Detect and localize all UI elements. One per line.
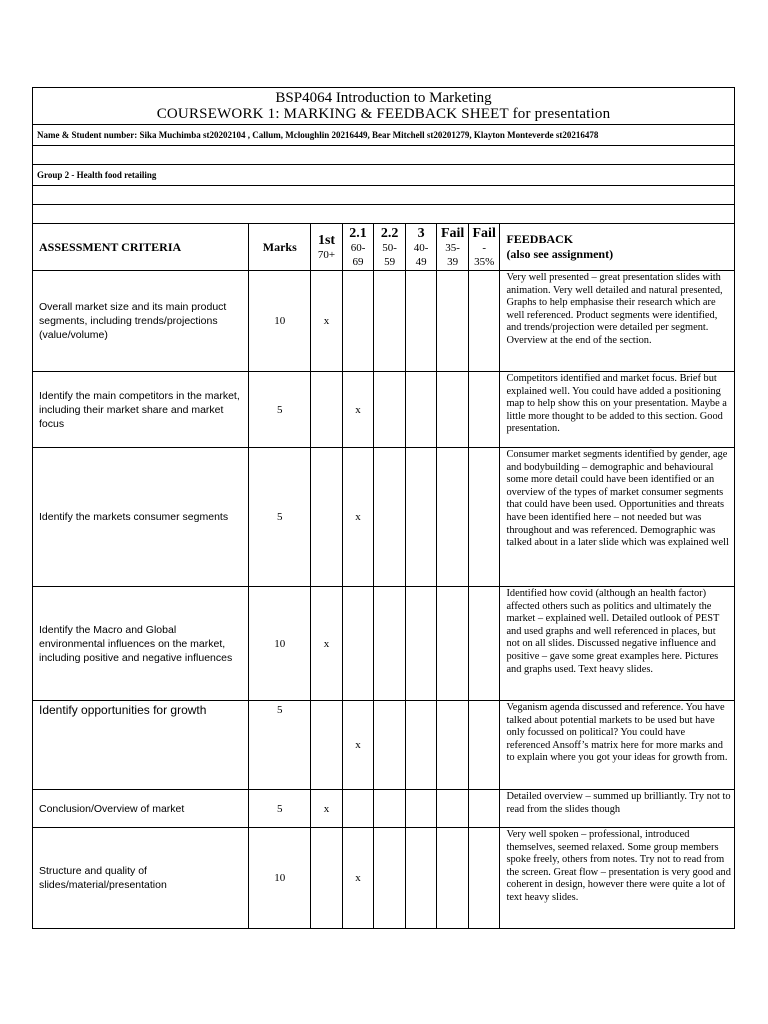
grade-cell-3 — [405, 448, 437, 587]
grade-cell-2-1: x — [342, 828, 374, 929]
table-row — [33, 372, 735, 448]
column-header-row — [33, 224, 735, 271]
feedback-cell: Consumer market segments identified by gender, age and bodybuilding – demographic and behavioural some more detail could have been identified or an overview of the types of market consumer segments that could have been used. Opportunities and threats have been identified here – not needed but was throughout and was referenced. Demographic was talked about in a later slide which was explained well — [500, 448, 735, 587]
grade-cell-2-1: x — [342, 701, 374, 790]
feedback-note: (also see assignment) — [506, 247, 614, 261]
grade-cell-2-1 — [342, 587, 374, 701]
group-label: Group 2 - Health food retailing — [33, 165, 735, 186]
band-range: 40- 49 — [413, 241, 429, 268]
grade-cell-3 — [405, 271, 437, 372]
grade-cell-3 — [405, 701, 437, 790]
grade-cell-fail — [437, 790, 469, 828]
band-header — [437, 224, 469, 271]
criteria-cell: Identify the main competitors in the market, including their market share and market focus — [33, 372, 249, 448]
grade-cell-1st — [311, 448, 343, 587]
table-row — [33, 790, 735, 828]
band-range: - 35% — [474, 241, 495, 268]
feedback-cell: Very well spoken – professional, introduced themselves, seemed relaxed. Some group members spoke freely, others from notes. Try not to read from the screen. Great flow – presentation is very good and coherent in design, however there were quite a lot of text heavy slides. — [500, 828, 735, 929]
feedback-cell: Competitors identified and market focus. Brief but explained well. You could have added a positioning map to help show this on your presentation. Maybe a little more thought to be added to this section. Good presentation. — [500, 372, 735, 448]
table-row — [33, 271, 735, 372]
table-row — [33, 587, 735, 701]
table-row — [33, 448, 735, 587]
grade-cell-1st — [311, 372, 343, 448]
grade-cell-2-2 — [374, 372, 406, 448]
grade-cell-fail-35 — [468, 828, 500, 929]
grade-cell-2-1 — [342, 790, 374, 828]
blank-row — [33, 146, 735, 165]
sheet-title: COURSEWORK 1: MARKING & FEEDBACK SHEET for presentation — [156, 106, 611, 122]
feedback-title: FEEDBACK — [506, 232, 574, 246]
table-row — [33, 828, 735, 929]
grade-cell-fail-35 — [468, 701, 500, 790]
grade-cell-2-1: x — [342, 448, 374, 587]
band-header — [311, 224, 343, 271]
grade-cell-fail-35 — [468, 790, 500, 828]
grade-cell-2-1: x — [342, 372, 374, 448]
band-label: 3 — [417, 225, 425, 241]
grade-cell-2-2 — [374, 701, 406, 790]
band-range: 60- 69 — [350, 241, 366, 268]
grade-cell-2-2 — [374, 790, 406, 828]
grade-cell-2-2 — [374, 448, 406, 587]
marking-sheet-table — [32, 87, 735, 929]
band-range: 50- 59 — [382, 241, 397, 268]
marks-cell: 10 — [249, 587, 311, 701]
band-range: 35- 39 — [445, 241, 460, 268]
criteria-cell: Identify the markets consumer segments — [33, 448, 249, 587]
criteria-cell: Structure and quality of slides/material/presentation — [33, 828, 249, 929]
grade-cell-fail-35 — [468, 271, 500, 372]
band-header — [374, 224, 406, 271]
grade-cell-1st — [311, 701, 343, 790]
feedback-cell: Identified how covid (although an health factor) affected others such as politics and ultimately the market – explained well. Detailed outlook of PEST and used graphs and well referenced in places, but not on all slides. Discussed negative influence and positive – gave some great examples here. Pictures and graphs used. Text heavy slides. — [500, 587, 735, 701]
marks-header: Marks — [249, 224, 311, 271]
grade-cell-fail — [437, 448, 469, 587]
blank-row — [33, 186, 735, 205]
feedback-cell: Very well presented – great presentation slides with animation. Very well detailed and natural presented, Graphs to help emphasise their research which are well referenced. Product segments were identified, and trends/projection were detailed per segment. Overview at the end of the section. — [500, 271, 735, 372]
blank-row — [33, 205, 735, 224]
band-label: 2.1 — [349, 225, 367, 241]
band-label: Fail — [440, 225, 465, 241]
criteria-text: Identify opportunities for growth — [39, 703, 207, 717]
grade-cell-1st: x — [311, 271, 343, 372]
grade-cell-2-2 — [374, 587, 406, 701]
student-names: Name & Student number: Sika Muchimba st20202104 , Callum, Mcloughlin 20216449, Bear Mitchell st20201279, Klayton Monteverde st20216478 — [33, 125, 735, 146]
grade-cell-1st — [311, 828, 343, 929]
feedback-cell: Veganism agenda discussed and reference. You have talked about potential markets to be used but have only focussed on political? You could have referenced Ansoff’s matrix here for more marks and to explain where you got your ideas for growth from. — [500, 701, 735, 790]
grade-cell-fail-35 — [468, 587, 500, 701]
band-label: 1st — [317, 232, 336, 248]
feedback-header — [500, 224, 735, 271]
marks-cell: 5 — [249, 701, 311, 790]
marks-cell: 10 — [249, 271, 311, 372]
grade-cell-2-2 — [374, 271, 406, 372]
grade-cell-3 — [405, 587, 437, 701]
grade-cell-fail — [437, 701, 469, 790]
criteria-cell: Conclusion/Overview of market — [33, 790, 249, 828]
band-header — [405, 224, 437, 271]
grade-cell-2-2 — [374, 828, 406, 929]
marks-cell: 5 — [249, 372, 311, 448]
grade-cell-3 — [405, 372, 437, 448]
title-block — [33, 88, 735, 125]
marks-cell: 5 — [249, 448, 311, 587]
table-row — [33, 701, 735, 790]
criteria-header: ASSESSMENT CRITERIA — [33, 224, 249, 271]
band-header — [468, 224, 500, 271]
marks-cell: 5 — [249, 790, 311, 828]
band-header — [342, 224, 374, 271]
grade-cell-3 — [405, 790, 437, 828]
grade-cell-fail — [437, 587, 469, 701]
criteria-cell — [33, 701, 249, 790]
marks-cell: 10 — [249, 828, 311, 929]
grade-cell-fail-35 — [468, 372, 500, 448]
grade-cell-fail — [437, 828, 469, 929]
grade-cell-fail-35 — [468, 448, 500, 587]
band-label: Fail — [472, 225, 496, 241]
band-range: 70+ — [317, 248, 336, 261]
criteria-cell: Overall market size and its main product segments, including trends/projections (value/volume) — [33, 271, 249, 372]
grade-cell-1st: x — [311, 587, 343, 701]
grade-cell-2-1 — [342, 271, 374, 372]
feedback-cell: Detailed overview – summed up brilliantly. Try not to read from the slides though — [500, 790, 735, 828]
band-label: 2.2 — [380, 225, 399, 241]
grade-cell-1st: x — [311, 790, 343, 828]
criteria-cell: Identify the Macro and Global environmental influences on the market, including positive and negative influences — [33, 587, 249, 701]
grade-cell-fail — [437, 271, 469, 372]
grade-cell-3 — [405, 828, 437, 929]
course-title: BSP4064 Introduction to Marketing — [275, 90, 492, 106]
grade-cell-fail — [437, 372, 469, 448]
